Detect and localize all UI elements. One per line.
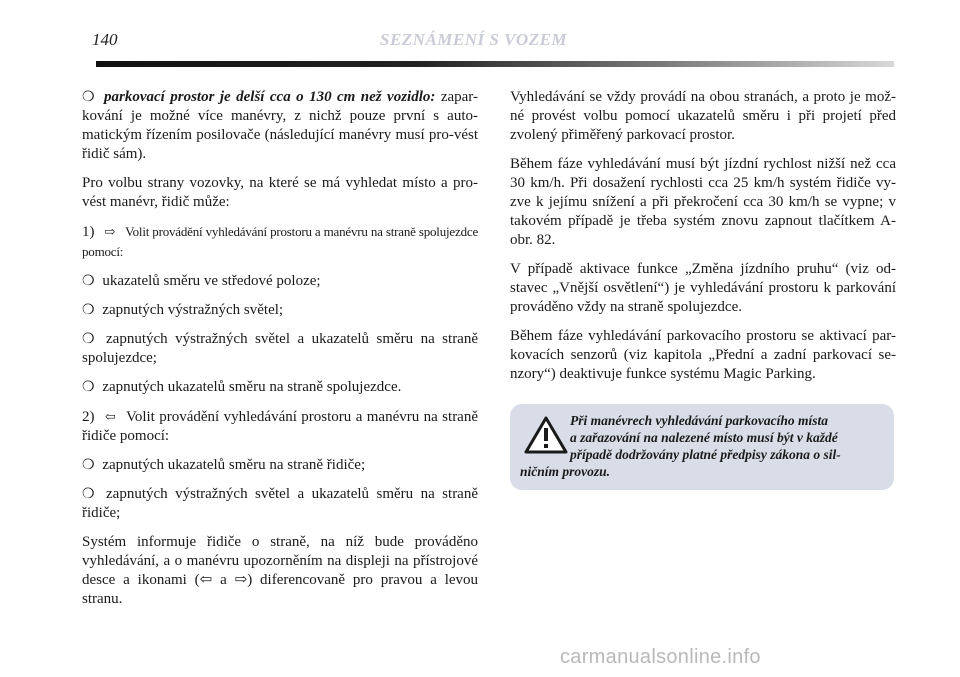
bullet-icon: ❍ [82, 487, 95, 502]
arrow-left-icon: ⇦ [104, 409, 116, 424]
paragraph-text: a [220, 572, 227, 588]
warning-line: případě dodržovány platné předpisy zákona o sil- [570, 447, 841, 462]
paragraph-option-2 [82, 407, 478, 446]
option-number: 1) [82, 224, 95, 240]
paragraph-text: Systém informuje řidiče o straně, na níž bude prováděno vyhledávání, a o manévru upozorněním na displeji na přístrojové desce a ikonami ( [82, 534, 478, 588]
option-number: 2) [82, 409, 95, 425]
option-text: Volit provádění vyhledávání prostoru a manévru na straně spolujezdce pomocí: [82, 224, 479, 259]
list-item-text: zapnutých výstražných světel; [102, 302, 284, 318]
bullet-icon: ❍ [82, 90, 95, 105]
option-text: Volit provádění vyhledávání prostoru a manévru na straně řidiče pomocí: [82, 409, 478, 444]
list-item-text: zapnutých ukazatelů směru na straně spolujezdce. [102, 379, 402, 395]
bullet-icon: ❍ [82, 274, 95, 289]
right-column [510, 88, 896, 394]
list-item [82, 485, 478, 523]
warning-box [510, 404, 894, 490]
paragraph-system-info [82, 533, 478, 609]
paragraph-option-1 [82, 222, 478, 262]
section-title: SEZNÁMENÍ S VOZEM [380, 30, 568, 49]
warning-line: ničním provozu. [520, 464, 611, 479]
list-item [82, 378, 478, 397]
warning-line: Při manévrech vyhledávání parkovacího místa [570, 413, 828, 428]
arrow-right-icon: ⇨ [104, 224, 116, 239]
list-item [82, 272, 478, 291]
page-number: 140 [92, 30, 118, 49]
paragraph-sensors: Během fáze vyhledávání parkovacího prostoru se aktivací par-kovacích senzorů (viz kapitola „Přední a zadní parkovací se-nzory“) deaktivuje funkce systému Magic Parking. [510, 328, 896, 382]
bullet-icon: ❍ [82, 380, 95, 395]
list-item [82, 330, 478, 368]
left-column [82, 88, 478, 619]
bullet-icon: ❍ [82, 303, 95, 318]
paragraph-side-choice: Pro volbu strany vozovky, na které se má vyhledat místo a pro-vést manévr, řidič může: [82, 175, 478, 210]
list-item-text: zapnutých výstražných světel a ukazatelů směru na straně spolujezdce; [82, 331, 479, 366]
arrow-left-icon: ⇦ [199, 572, 213, 588]
paragraph-lead: parkovací prostor je delší cca o 130 cm než vozidlo: [104, 89, 436, 105]
list-item [82, 456, 478, 475]
warning-text [520, 412, 882, 480]
paragraph-text: zapar-kování je možné více manévry, z nichž pouze první s auto-matickým řízením posilovače (následující manévry musí pro-vést řidič sám). [82, 89, 478, 162]
warning-line: a zařazování na nalezené místo musí být v každé [570, 430, 838, 445]
paragraph-text: ) diferencovaně pro pravou a levou stranu. [82, 572, 479, 607]
header-rule [96, 61, 894, 67]
paragraph-speed: Během fáze vyhledávání musí být jízdní rychlost nižší než cca 30 km/h. Při dosažení rychlosti cca 25 km/h systém řidiče vy-zve k jejímu snížení a při překročení cca 30 km/h se vypne; v takovém případě je třeba systém znovu zapnout tlačítkem A-obr. 82. [510, 156, 896, 248]
bullet-icon: ❍ [82, 458, 95, 473]
bullet-icon: ❍ [82, 332, 95, 347]
paragraph-parking-longer [82, 88, 478, 164]
paragraph-lane-change: V případě aktivace funkce „Změna jízdního pruhu“ (viz od-stavec „Vnější osvětlení“) je vyhledávání prostoru k parkování prováděno vždy na straně spolujezdce. [510, 261, 896, 315]
list-item-text: ukazatelů směru ve středové poloze; [102, 273, 321, 289]
arrow-right-icon: ⇨ [234, 572, 248, 588]
list-item-text: zapnutých ukazatelů směru na straně řidiče; [102, 457, 366, 473]
paragraph-both-sides: Vyhledávání se vždy provádí na obou stranách, a proto je mož-né provést volbu pomocí ukazatelů směru i při projetí před zvolený přiměřený parkovací prostor. [510, 89, 896, 143]
list-item [82, 301, 478, 320]
watermark: carmanualsonline.info [560, 646, 761, 668]
list-item-text: zapnutých výstražných světel a ukazatelů směru na straně řidiče; [82, 486, 479, 521]
